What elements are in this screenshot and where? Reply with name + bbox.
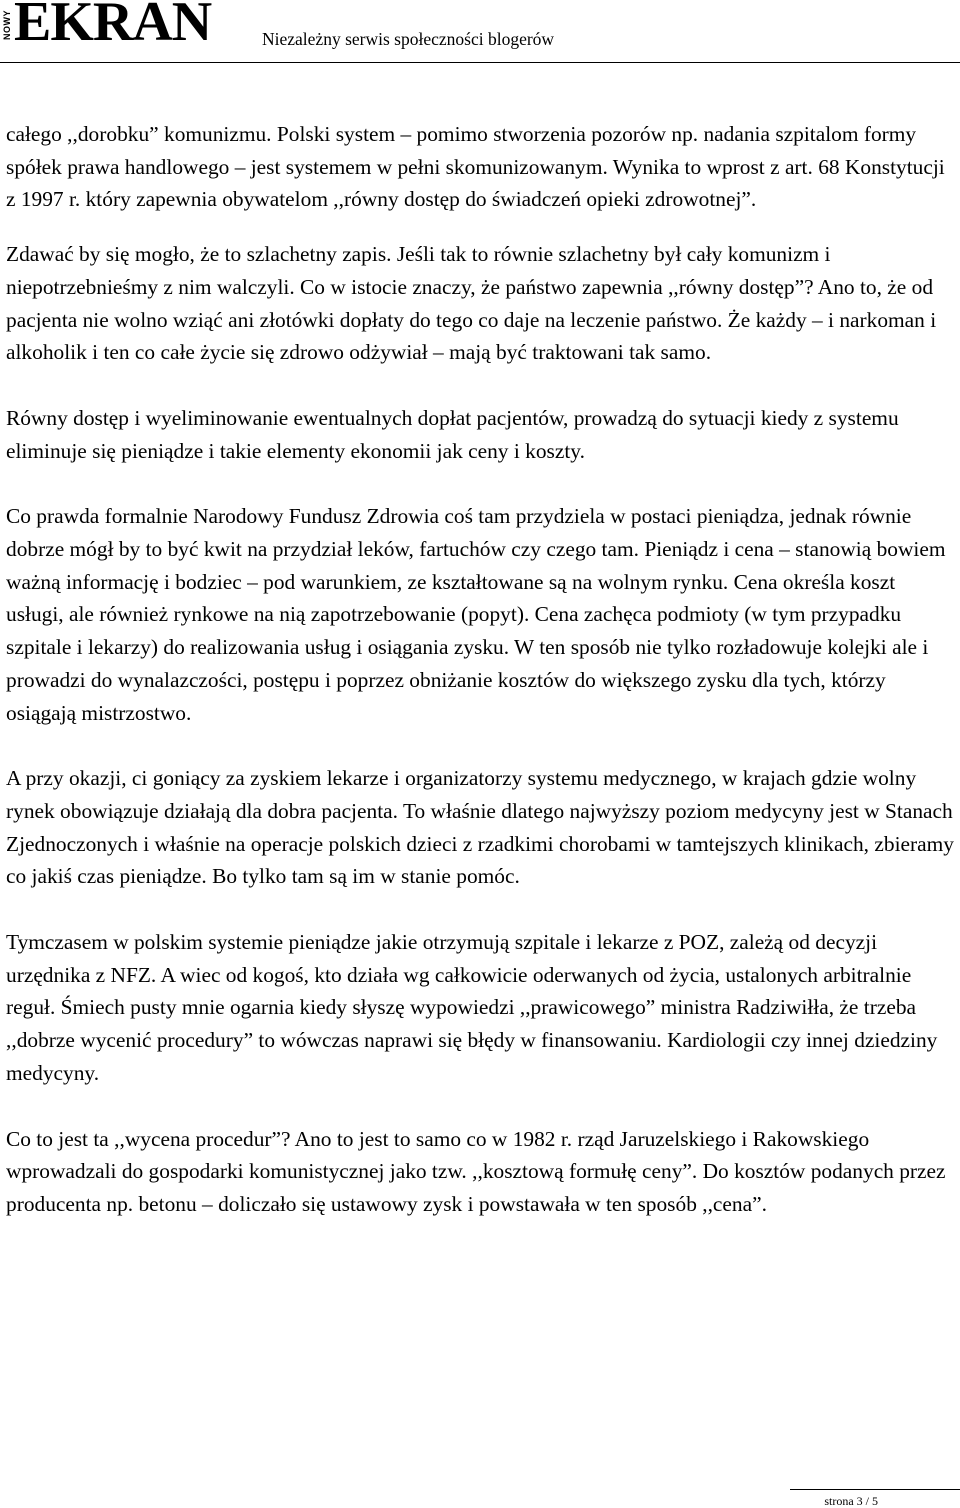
- header-divider: [0, 62, 960, 63]
- paragraph-7: Co to jest ta ,,wycena procedur”? Ano to jest to samo co w 1982 r. rząd Jaruzelskiego i Rakowskiego wprowadzali do gospodarki komunistycznej jako tzw. ,,kosztową formułę ceny”. Do kosztów podanych przez producenta np. betonu – doliczało się ustawowy zysk i powstawała w ten sposób ,,cena”.: [6, 1126, 946, 1216]
- paragraph-4: Co prawda formalnie Narodowy Fundusz Zdrowia coś tam przydziela w postaci pieniądza, jednak równie dobrze mógł by to być kwit na przydział leków, fartuchów czy czego tam. Pieniądz i cena – stanowią bowiem ważną informację i bodziec – pod warunkiem, ze kształtowane są na wolnym rynku. Cena określa koszt usługi, ale również rynkowe na nią zapotrzebowanie (popyt). Cena zachęca podmioty (w tym przypadku szpitale i lekarzy) do realizowania usług i osiągania zysku. W ten sposób nie tylko rozładowuje kolejki ale i prowadzi do wynalazczości, postępu i poprzez obniżanie kosztów do większego zysku dla tych, którzy osiągają mistrzostwo.: [6, 504, 946, 725]
- site-logo[interactable]: EKRAN: [14, 0, 212, 53]
- article-body: [6, 118, 956, 1221]
- site-header: [0, 0, 960, 62]
- site-tagline: Niezależny serwis społeczności blogerów: [262, 29, 555, 49]
- logo-side-label: NOWY: [2, 10, 12, 40]
- page-number: strona 3 / 5: [824, 1494, 878, 1508]
- footer-divider: [790, 1489, 960, 1490]
- paragraph-3: Równy dostęp i wyeliminowanie ewentualnych dopłat pacjentów, prowadzą do sytuacji kiedy z systemu eliminuje się pieniądze i takie elementy ekonomii jak ceny i koszty.: [6, 405, 899, 463]
- paragraph-2: Zdawać by się mogło, że to szlachetny zapis. Jeśli tak to równie szlachetny był cały komunizm i niepotrzebnieśmy z nim walczyli. Co w istocie znaczy, że państwo zapewnia ,,równy dostęp”? Ano to, że od pacjenta nie wolno wziąć ani złotówki dopłaty do tego co daje na leczenie państwo. Że każdy – i narkoman i alkoholik i ten co całe życie się zdrowo odżywiał – mają być traktowani tak samo.: [6, 242, 937, 365]
- paragraph-6: Tymczasem w polskim systemie pieniądze jakie otrzymują szpitale i lekarze z POZ, zależą od decyzji urzędnika z NFZ. A wiec od kogoś, kto działa wg całkowicie oderwanych od życia, ustalonych arbitralnie reguł. Śmiech pusty mnie ogarnia kiedy słyszę wypowiedzi ,,prawicowego” ministra Radziwiłła, że trzeba ,,dobrze wycenić procedury” to wówczas naprawi się błędy w finansowaniu. Kardiologii czy innej dziedziny medycyny.: [6, 930, 938, 1085]
- paragraph-5: A przy okazji, ci goniący za zyskiem lekarze i organizatorzy systemu medycznego, w krajach gdzie wolny rynek obowiązuje działają dla dobra pacjenta. To właśnie dlatego najwyższy poziom medycyny jest w Stanach Zjednoczonych i właśnie na operacje polskich dzieci z rzadkimi chorobami w tamtejszych klinikach, zbieramy co jakiś czas pieniądze. Bo tylko tam są im w stanie pomóc.: [6, 766, 954, 889]
- paragraph-1: całego ,,dorobku” komunizmu. Polski system – pomimo stworzenia pozorów np. nadania szpitalom formy spółek prawa handlowego – jest systemem w pełni skomunizowanym. Wynika to wprost z art. 68 Konstytucji z 1997 r. który zapewnia obywatelom ,,równy dostęp do świadczeń opieki zdrowotnej”.: [6, 122, 945, 212]
